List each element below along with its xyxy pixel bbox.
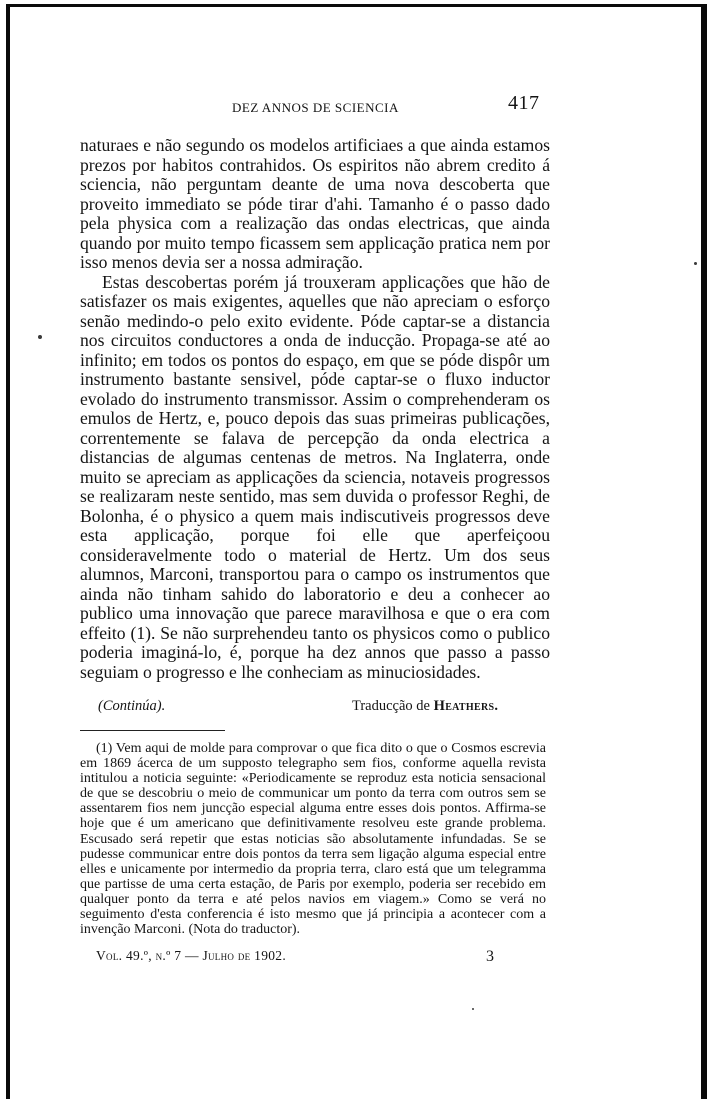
main-text — [80, 136, 550, 682]
paragraph-1: naturaes e não segundo os modelos artificiaes a que ainda estamos prezos por habitos contrahidos. Os espiritos não abrem credito á sciencia, não perguntam deante de uma nova descoberta que proveito immediato se póde tirar d'ahi. Tamanho é o passo dado pela physica com a realização das ondas electricas, que ainda quando por muito tempo ficassem sem applicação pratica nem por isso menos devia ser a nossa admiração. — [80, 135, 550, 272]
ink-speck — [472, 1008, 474, 1010]
footnote — [80, 741, 546, 937]
continua-note: (Continúa). — [98, 698, 166, 714]
sheet-number: 3 — [486, 948, 494, 965]
footnote-rule — [80, 730, 225, 731]
translator-name: Heathers. — [433, 698, 499, 714]
translation-label: Traducção de — [352, 698, 430, 714]
footnote-text: (1) Vem aqui de molde para comprovar o que fica dito o que o Cosmos escrevia em 1869 ácerca de um supposto telegrapho sem fios, conforme aquella revista intitulou a noticia seguinte: «Periodicamente se reproduz esta noticia sensacional de que se descobriu o meio de communicar um ponto da terra com outros sem se assentarem fios nem juncção especial alguma entre esses dois pontos. Affirma-se hoje que é um americano que definitivamente resolveu este grande problema. Escusado será repetir que estas noticias são absolutamente infundadas. Se se pudesse communicar entre dois pontos da terra sem ligação alguma especial entre elles e unicamente por intermedio da propria terra, claro está que um telegramma que partisse de uma certa estação, de Paris por exemplo, poderia ser recebido em qualquer ponto da terra e até pelos navios em viagem.» Como se verá no seguimento d'esta conferencia é isto mesmo que já principia a acontecer com a invenção Marconi. (Nota do traductor). — [80, 741, 546, 938]
ink-speck — [38, 335, 42, 339]
running-title: DEZ ANNOS DE SCIENCIA — [232, 100, 399, 115]
paragraph-2: Estas descobertas porém já trouxeram applicações que hão de satisfazer os mais exigentes, aquelles que não apreciam o esforço senão medindo-o pelo exito evidente. Póde captar-se a distancia nos circuitos conductores a onda de inducção. Propaga-se até ao infinito; em todos os pontos do espaço, em que se póde dispôr um instrumento bastante sensivel, póde captar-se o fluxo inductor evolado do instrumento transmissor. Assim o comprehenderam os emulos de Hertz, e, pouco depois das suas primeiras publicações, correntemente se falava de percepção da onda electrica a distancias de algumas centenas de metros. Na Inglaterra, onde muito se apreciam as applicações da sciencia, notaveis progressos se realizaram neste sentido, mas sem duvida o professor Reghi, de Bolonha, é o physico a quem mais indiscutiveis progressos deve esta applicação, porque foi elle que aperfeiçoou consideravelmente todo o material de Hertz. Um dos seus alumnos, Marconi, transportou para o campo os instrumentos que ainda não tinham sahido do laboratorio e deu a conhecer ao publico uma innovação que parece maravilhosa e que o era com effeito (1). Se não surprehendeu tanto os physicos como o publico poderia imaginá-lo, é, porque ha dez annos que passo a passo seguiam o progresso e lhe conheciam as minuciosidades. — [80, 271, 550, 682]
translator-credit — [352, 698, 498, 715]
page-number: 417 — [508, 92, 540, 114]
volume-signature: Vol. 49.º, n.º 7 — Julho de 1902. — [96, 948, 287, 963]
ink-speck — [694, 262, 697, 265]
